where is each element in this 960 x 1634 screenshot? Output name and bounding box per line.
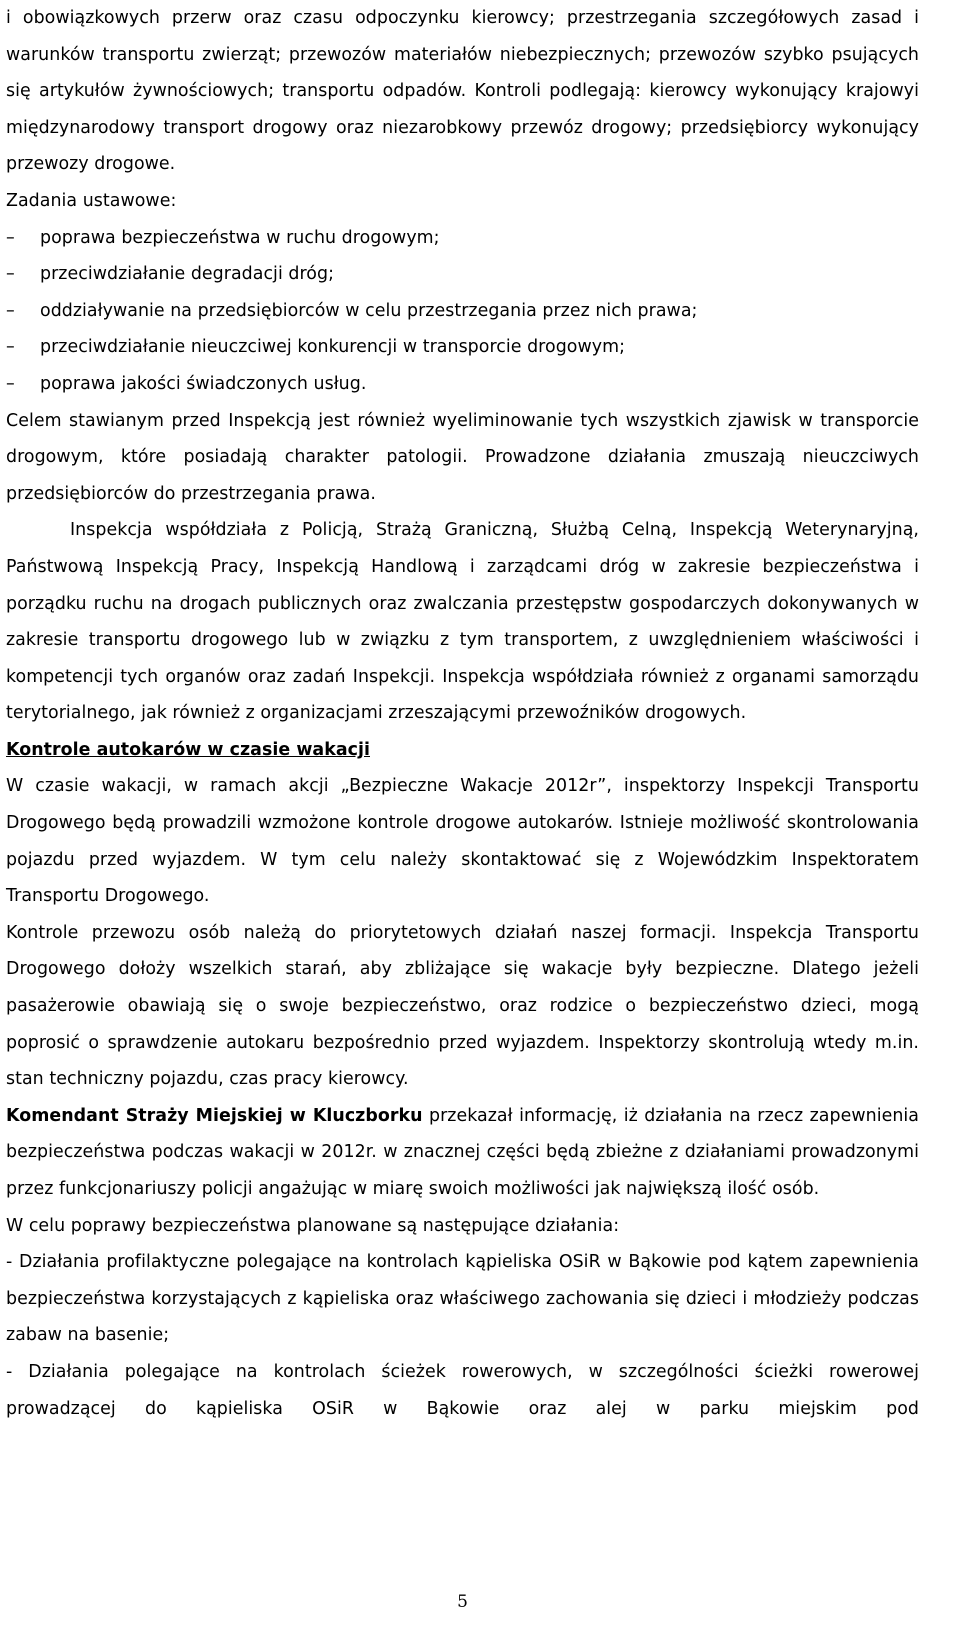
section-heading-bus-checks: Kontrole autokarów w czasie wakacji (6, 739, 370, 760)
list-item: – przeciwdziałanie degradacji dróg; (6, 256, 919, 293)
dash-marker: – (6, 264, 15, 285)
paragraph-cooperation: Inspekcja współdziała z Policją, Strażą Graniczną, Służbą Celną, Inspekcją Weterynaryjną, Państwową Inspekcją Pracy, Inspekcją Handlową i zarządcami dróg w zakresie bezpieczeństwa i porządku ruchu na drogach publicznych oraz zwalczania przestępstw gospodarczych dokonywanych w zakresie transportu drogowego lub w związku z tym transportem, z uwzględnieniem właściwości i kompetencji tych organów oraz zadań Inspekcji. Inspekcja współdziała również z organami samorządu terytorialnego, jak również z organizacjami zrzeszającymi przewoźników drogowych. (6, 520, 919, 724)
paragraph-planned-actions: W celu poprawy bezpieczeństwa planowane są następujące działania: (6, 1215, 620, 1236)
paragraph-city-guard: Komendant Straży Miejskiej w Kluczborku przekazał informację, iż działania na rzecz zapewnienia bezpieczeństwa podczas wakacji w 2012r. w znacznej części będą zbieżne z działaniami prowadzonymi przez funkcjonariuszy policji angażując w miarę swoich możliwości jak największą ilość osób. (6, 1105, 919, 1199)
list-item: – oddziaływanie na przedsiębiorców w celu przestrzegania przez nich prawa; (6, 293, 919, 330)
list-item: – przeciwdziałanie nieuczciwej konkurencji w transporcie drogowym; (6, 329, 919, 366)
document-page (6, 0, 919, 1634)
paragraph-action-bikepaths: - Działania polegające na kontrolach ścieżek rowerowych, w szczególności ścieżki rowerowej prowadzącej do kąpieliska OSiR w Bąkowie oraz alej w parku miejskim pod (6, 1361, 919, 1419)
tasks-header: Zadania ustawowe: (6, 190, 177, 211)
paragraph-control-scope: i obowiązkowych przerw oraz czasu odpoczynku kierowcy; przestrzegania szczegółowych zasad i warunków transportu zwierząt; przewozów materiałów niebezpiecznych; przewozów szybko psujących się artykułów żywnościowych; transportu odpadów. Kontroli podlegają: kierowcy wykonujący krajowyi międzynarodowy transport drogowy oraz niezarobkowy przewóz drogowy; przedsiębiorcy wykonujący przewozy drogowe. (6, 8, 919, 175)
paragraph-goal: Celem stawianym przed Inspekcją jest również wyeliminowanie tych wszystkich zjawisk w transporcie drogowym, które posiadają charakter patologii. Prowadzone działania zmuszają nieuczciwych przedsiębiorców do przestrzegania prawa. (6, 410, 919, 504)
dash-marker: – (6, 337, 15, 358)
dash-marker: – (6, 373, 15, 394)
list-item: – poprawa jakości świadczonych usług. (6, 366, 919, 403)
dash-marker: – (6, 300, 15, 321)
page-number: 5 (457, 1592, 468, 1612)
paragraph-passenger-checks: Kontrole przewozu osób należą do priorytetowych działań naszej formacji. Inspekcja Transportu Drogowego dołoży wszelkich starań, aby zbliżające się wakacje były bezpieczne. Dlatego jeżeli pasażerowie obawiają się o swoje bezpieczeństwo, oraz rodzice o bezpieczeństwo dzieci, mogą poprosić o sprawdzenie autokaru bezpośrednio przed wyjazdem. Inspektorzy skontrolują wtedy m.in. stan techniczny pojazdu, czas pracy kierowcy. (6, 922, 919, 1090)
paragraph-summer-action: W czasie wakacji, w ramach akcji „Bezpieczne Wakacje 2012r”, inspektorzy Inspekcji Transportu Drogowego będą prowadzili wzmożone kontrole drogowe autokarów. Istnieje możliwość skontrolowania pojazdu przed wyjazdem. W tym celu należy skontaktować się z Wojewódzkim Inspektoratem Transportu Drogowego. (6, 776, 919, 907)
bold-lead: Komendant Straży Miejskiej w Kluczborku (6, 1105, 423, 1126)
paragraph-action-pool: - Działania profilaktyczne polegające na kontrolach kąpieliska OSiR w Bąkowie pod kątem zapewnienia bezpieczeństwa korzystających z kąpieliska oraz właściwego zachowania się dzieci i młodzieży podczas zabaw na basenie; (6, 1252, 919, 1346)
tasks-list (6, 220, 919, 403)
list-item: – poprawa bezpieczeństwa w ruchu drogowym; (6, 220, 919, 257)
dash-marker: – (6, 227, 15, 248)
